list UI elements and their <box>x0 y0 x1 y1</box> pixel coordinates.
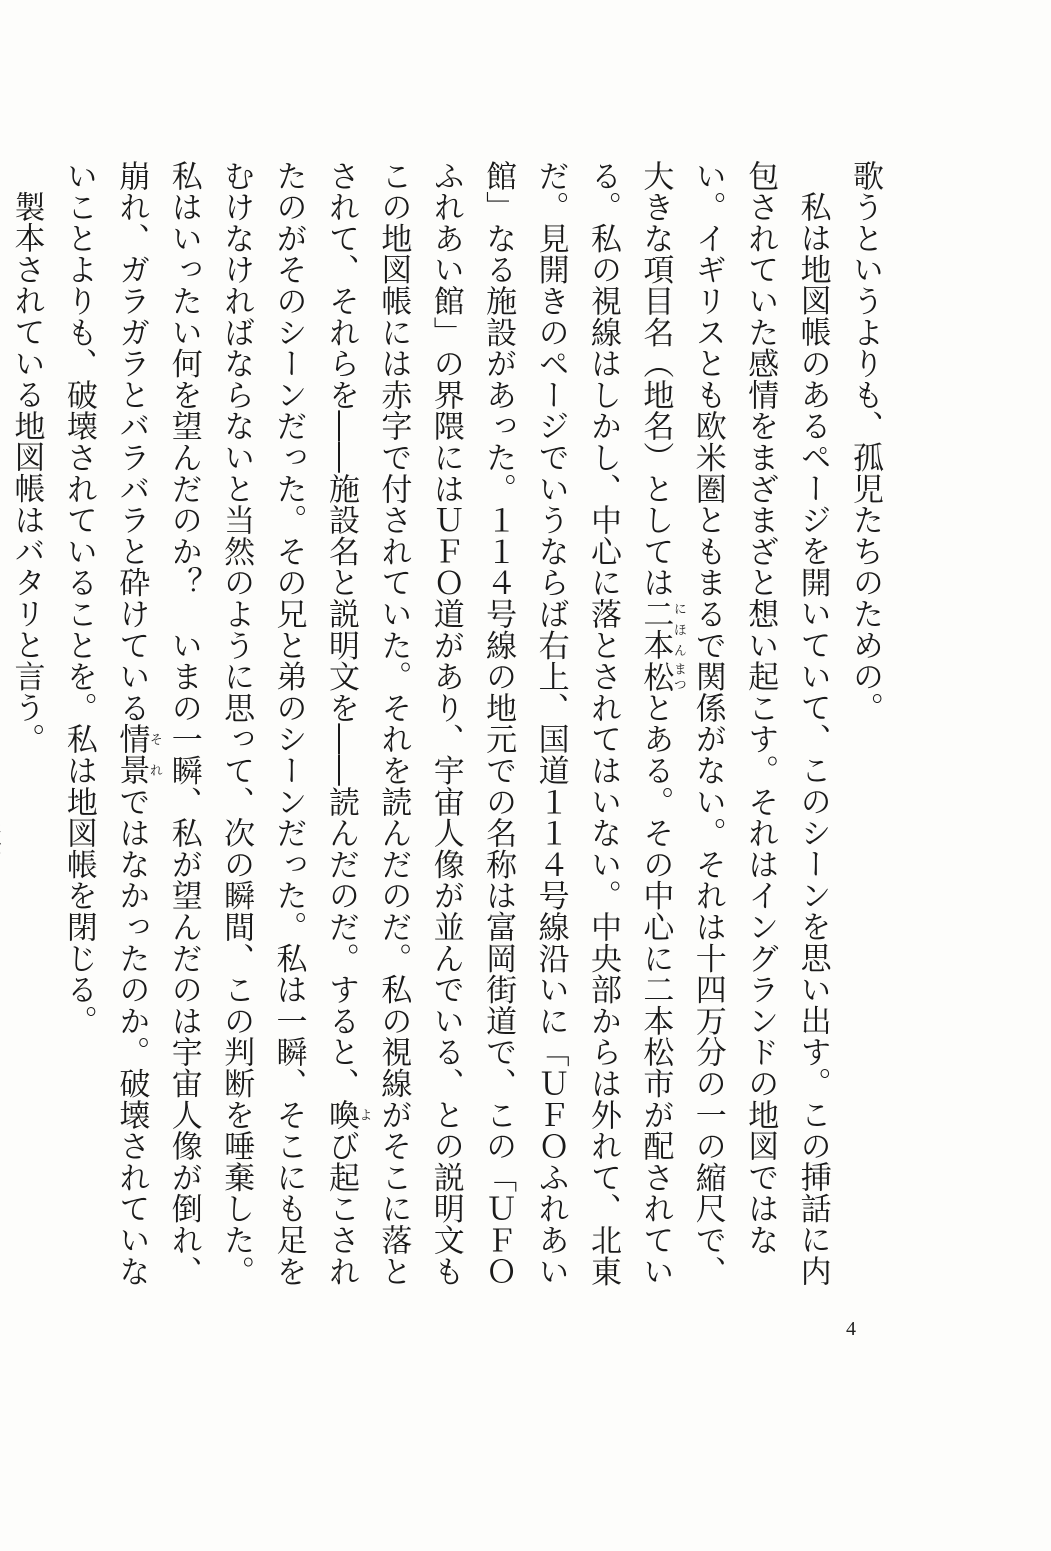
ruby-base: 松 <box>637 660 674 693</box>
text-run: ではなかったのか。破壊されていないことよりも、破壊されていることを。私は地図帳を閉じる。 <box>60 160 150 1287</box>
furigana-word <box>322 1099 372 1131</box>
paragraph <box>839 160 891 1300</box>
furigana-reading: にほん <box>670 598 686 661</box>
text-run: とある。その中心に二本松市が配されている。私の視線はしかし、中心に落とされてはいない。中央部からは外れて、北東だ。見開きのページでいうならば右上、国道１１４号線沿いに「ＵＦＯふれあい館」なる施設があった。１１４号線の地元での名称は富岡街道で、この「ＵＦＯふれあい館」の界隈にはＵＦＯ道があり、宇宙人像が並んでいる、との説明文もこの地図帳には赤字で付されていた。それを読んだのだ。私の視線がそこに落とされて、それらを――施設名と説明文を――読んだのだ。すると、 <box>322 160 674 1287</box>
furigana-reading: まつ <box>670 660 686 693</box>
text-run: 歌うというよりも、孤児たちのための。 <box>847 160 883 724</box>
furigana-reading: それ <box>146 723 162 787</box>
furigana-reading <box>0 817 1 880</box>
ruby-base: 情景 <box>113 723 150 787</box>
page-number: 4 <box>846 1318 856 1340</box>
ruby-base: 喚 <box>322 1099 359 1131</box>
ruby-base: 二本 <box>637 598 674 661</box>
furigana-word <box>637 660 686 693</box>
vertical-text-body <box>8 160 891 1300</box>
furigana-word <box>637 598 686 661</box>
paragraph <box>0 160 52 1300</box>
paragraph <box>53 160 839 1300</box>
text-run: 私は地図帳のあるページを開いていて、このシーンを思い出す。この挿話に内包されていた感情をまざまざと想い起こす。それはイングランドの地図ではない。イギリスとも欧米圏ともまるで関係がない。それは十四万分の一の縮尺で、大きな項目名（地名）としては <box>637 160 831 1287</box>
furigana-reading: よ <box>356 1099 372 1131</box>
text-run: 製本されている地図帳はバタリと言う。 <box>8 191 45 755</box>
furigana-word <box>113 723 162 787</box>
text-run: び起こされたのがそのシーンだった。その兄と弟のシーンだった。私は一瞬、そこにも足をむけなければならないと当然のように思って、次の瞬間、この判断を唾棄した。私はいったい何を望んだのか？ いまの一瞬、私が望んだのは宇宙人像が倒れ、崩れ、ガラガラとバラバラと砕けている <box>113 160 359 1287</box>
